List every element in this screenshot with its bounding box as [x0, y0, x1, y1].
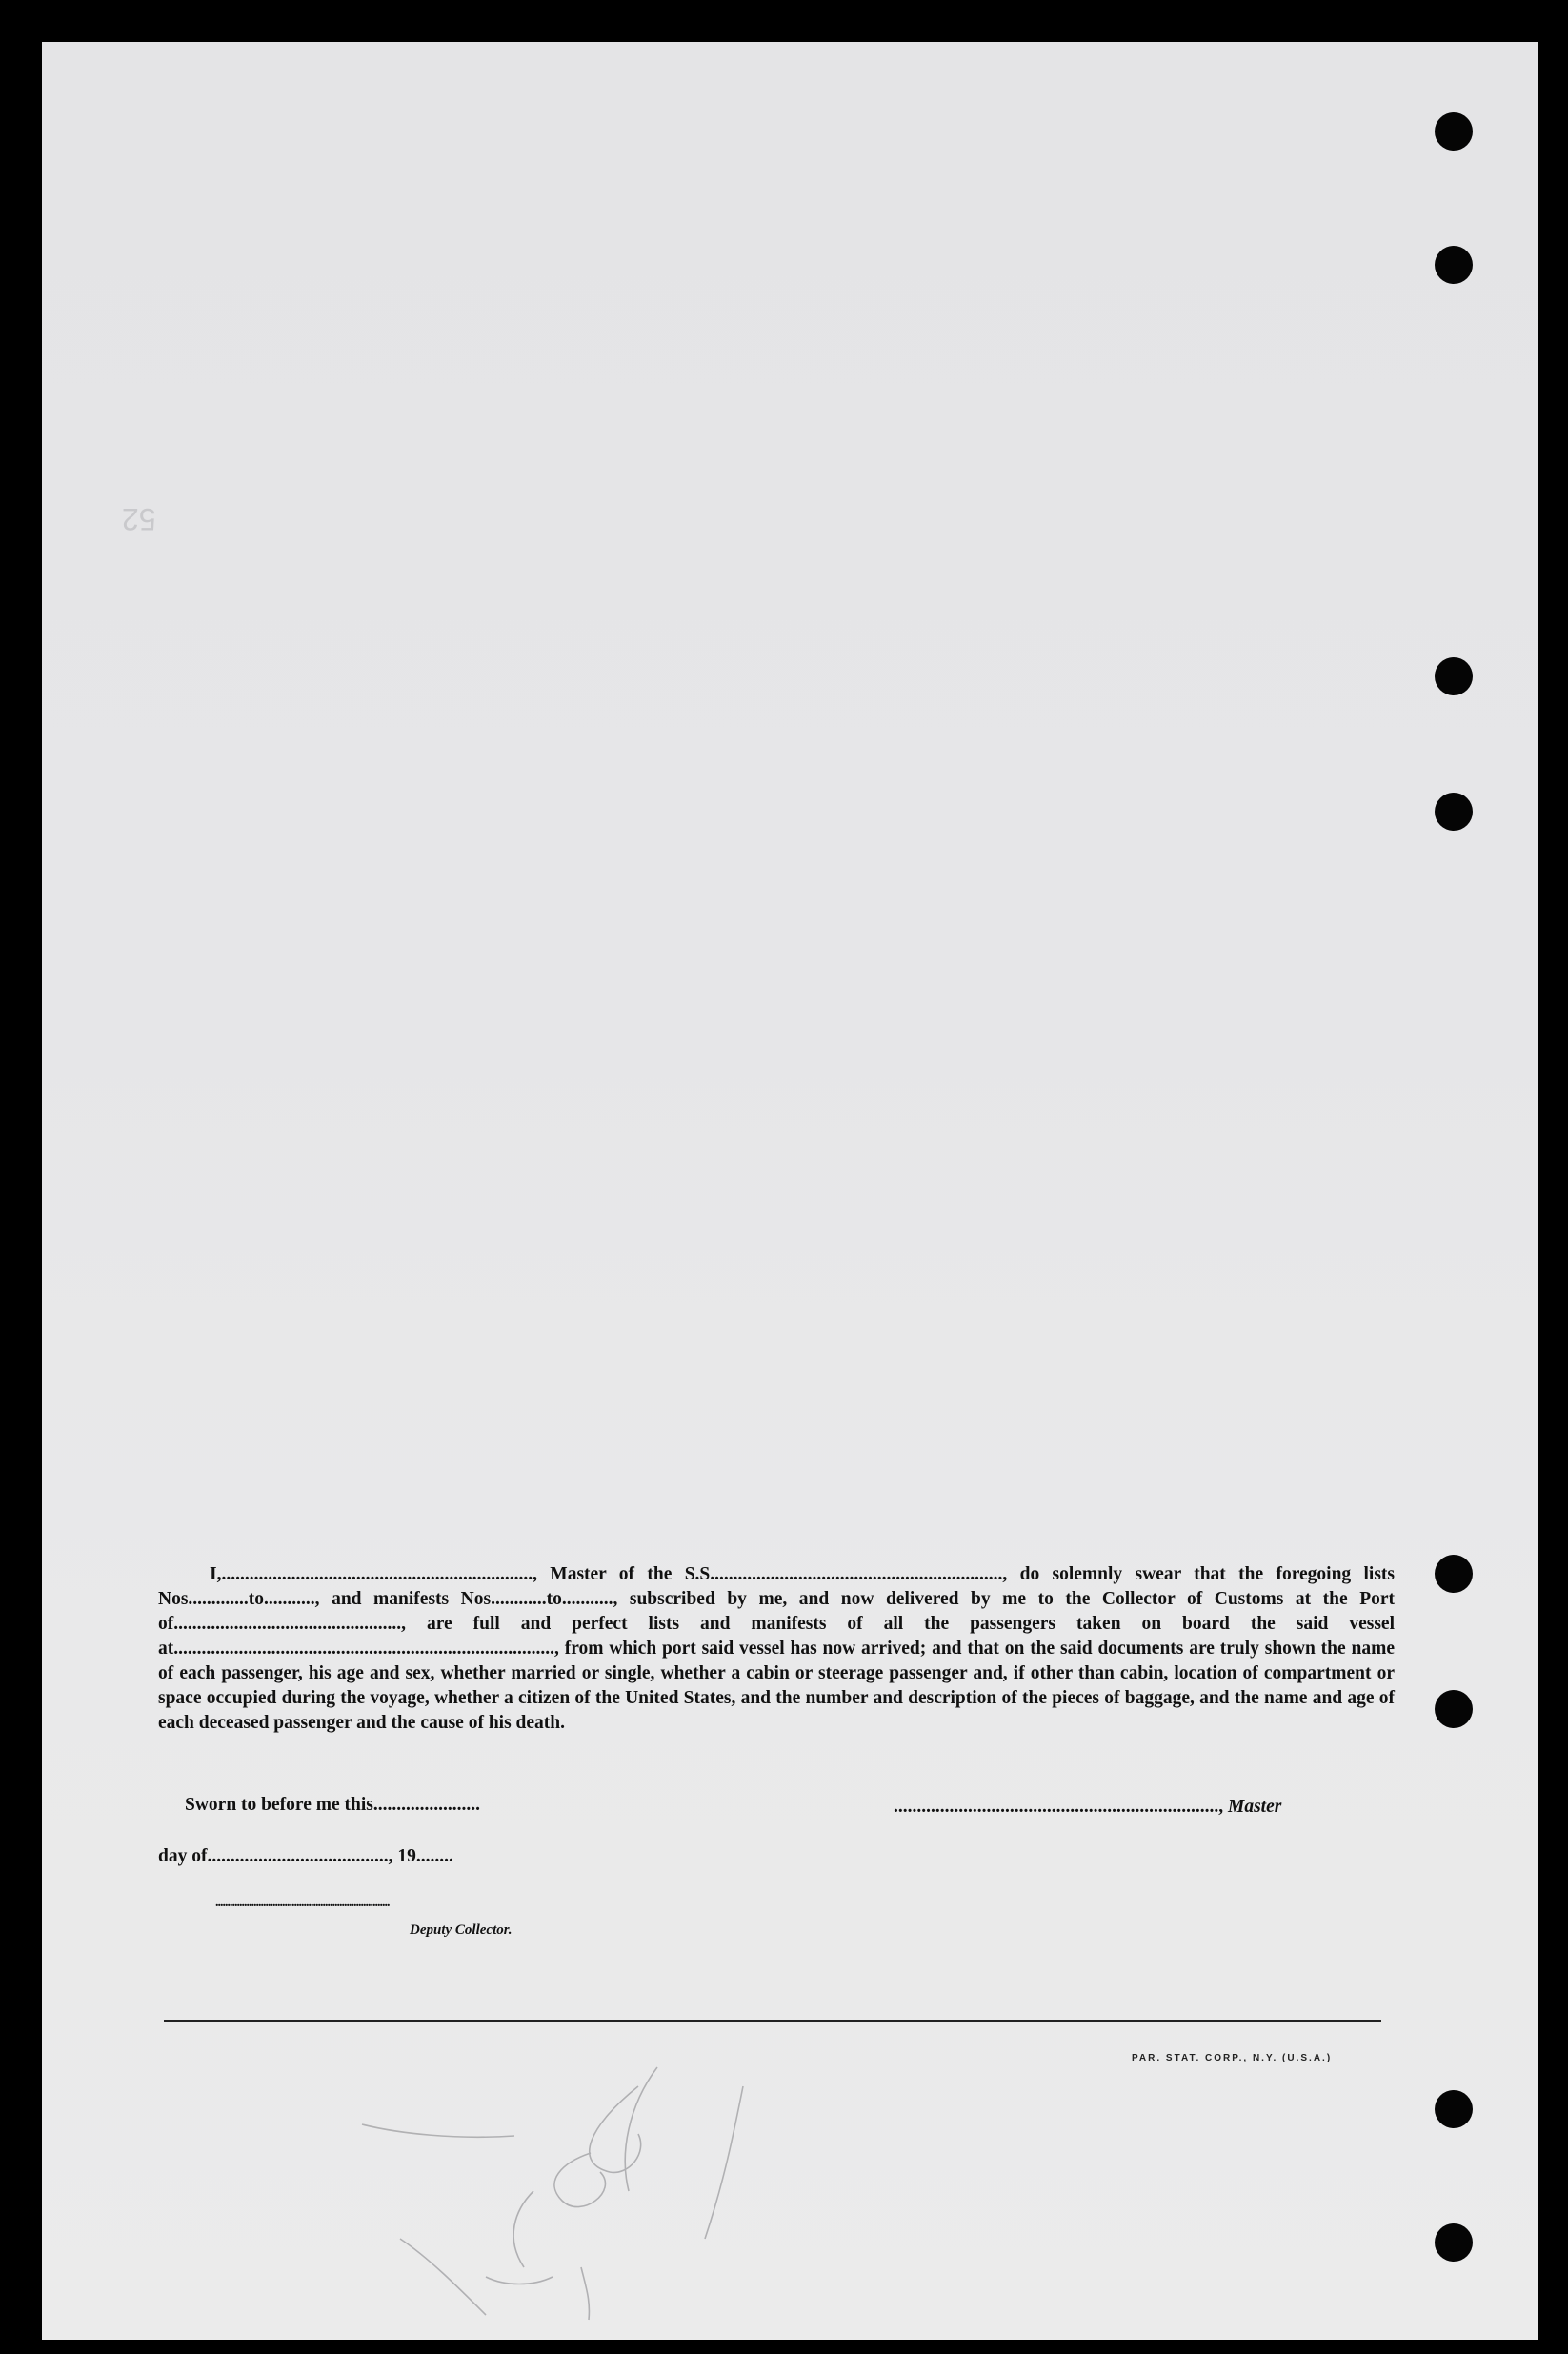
footer-rule	[164, 2020, 1381, 2022]
binder-hole-2	[1435, 246, 1473, 284]
faint-margin-number: 52	[122, 502, 156, 536]
pencil-scribble	[343, 2048, 838, 2334]
deputy-dots: .........................................................................	[215, 1896, 390, 1910]
master-dots: ......................................................................,	[894, 1797, 1228, 1817]
oath-text: I,..................................................................., Master of the S.S..............................................................., do solemnly swear that the foregoing lists Nos.............to..........., and manifests Nos............to..........., subscribed by me, and now delivered by me to the Collector of Customs at the Port of................................................., are full and perfect lists and manifests of all the passengers taken on board the said vessel at.................................................................................., from which port said vessel has now arrived; and that on the said documents are truly shown the name of each passenger, his age and sex, whether married or single, whether a cabin or steerage passenger and, if other than cabin, location of compartment or space occupied during the voyage, whether a citizen of the United States, and the number and description of the pieces of baggage, and the name and age of each deceased passenger and the cause of his death.	[158, 1564, 1395, 1733]
binder-hole-3	[1435, 657, 1473, 695]
sworn-before-line: Sworn to before me this.......................	[185, 1795, 480, 1815]
document-page	[42, 42, 1538, 2340]
deputy-collector-label: Deputy Collector.	[410, 1922, 513, 1938]
binder-hole-6	[1435, 1690, 1473, 1728]
master-signature-line	[894, 1797, 1281, 1818]
binder-hole-1	[1435, 112, 1473, 151]
printer-imprint: PAR. STAT. CORP., N.Y. (U.S.A.)	[1132, 2053, 1333, 2063]
binder-hole-4	[1435, 793, 1473, 831]
binder-hole-8	[1435, 2223, 1473, 2262]
binder-hole-7	[1435, 2090, 1473, 2128]
master-oath-paragraph	[158, 1562, 1395, 1736]
binder-hole-5	[1435, 1555, 1473, 1593]
day-of-line: day of......................................., 19........	[158, 1846, 453, 1866]
master-label: Master	[1228, 1797, 1282, 1817]
